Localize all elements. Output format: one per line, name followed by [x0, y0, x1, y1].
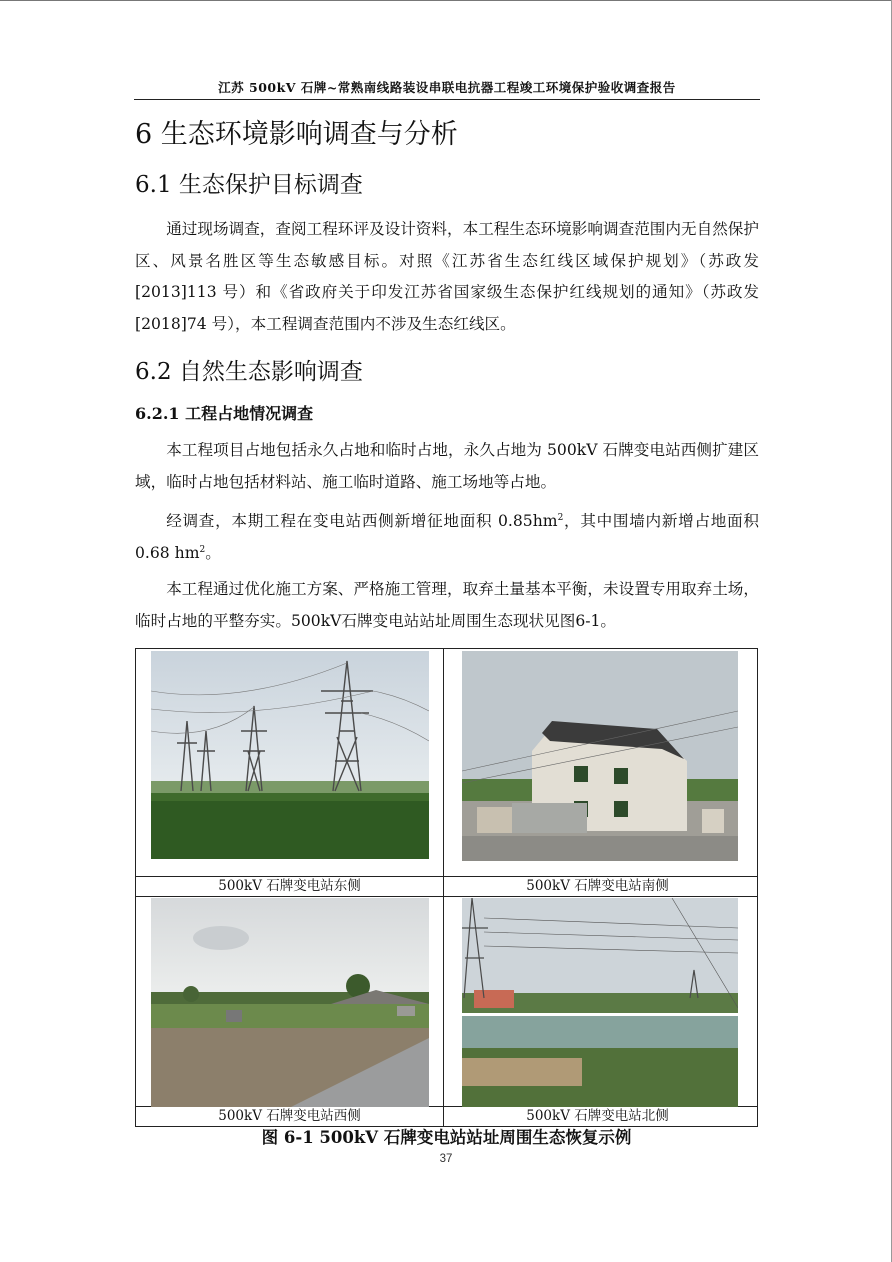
grid-rule-2: [136, 896, 757, 897]
header-rule: [134, 99, 760, 100]
figure-photo-grid: [135, 648, 758, 1127]
page-top-border: [0, 0, 892, 1]
caption-east: 500kV 石牌变电站东侧: [218, 878, 361, 894]
figure-caption: 图 6-1 500kV 石牌变电站站址周围生态恢复示例: [261, 1128, 632, 1147]
photo-north-side: [462, 898, 738, 1107]
caption-north: 500kV 石牌变电站北侧: [526, 1108, 669, 1124]
photo-south-side: [462, 651, 738, 861]
section-heading: 6 生态环境影响调查与分析: [135, 119, 458, 150]
caption-west: 500kV 石牌变电站西侧: [218, 1108, 361, 1124]
subsection-heading-6-2: 6.2 自然生态影响调查: [135, 359, 363, 385]
page-number: 37: [439, 1153, 453, 1165]
paragraph-land-use: 本工程项目占地包括永久占地和临时占地，永久占地为 500kV 石牌变电站西侧扩建区域，临时占地包括材料站、施工临时道路、施工场地等占地。: [135, 441, 759, 491]
paragraph-area: 经调查，本期工程在变电站西侧新增征地面积 $0.85hm^2$，其中围墙内新增占地面积 0.68 $hm^2$。: [135, 512, 759, 562]
subsection-heading-6-1: 6.1 生态保护目标调查: [135, 172, 363, 198]
paragraph-6-1: 通过现场调查，查阅工程环评及设计资料，本工程生态环境影响调查范围内无自然保护区、风景名胜区等生态敏感目标。对照《江苏省生态红线区域保护规划》（苏政发[2013]113 号）和《省政府关于印发江苏省国家级生态保护红线规划的通知》（苏政发[2018]74 号），本工程调查范围内不涉及生态红线区。: [135, 220, 759, 333]
running-header: 江苏 500kV 石牌~常熟南线路装设串联电抗器工程竣工环境保护验收调查报告: [218, 80, 676, 95]
grid-rule-1: [136, 876, 757, 877]
photo-west-side: [151, 898, 429, 1107]
caption-south: 500kV 石牌变电站南侧: [526, 878, 669, 894]
paragraph-earthwork: 本工程通过优化施工方案、严格施工管理，取弃土量基本平衡，未设置专用取弃土场，临时占地的平整夯实。500kV石牌变电站站址周围生态现状见图6-1。: [135, 580, 759, 630]
photo-east-side: [151, 651, 429, 859]
subsubsection-heading-6-2-1: 6.2.1 工程占地情况调查: [135, 404, 314, 423]
